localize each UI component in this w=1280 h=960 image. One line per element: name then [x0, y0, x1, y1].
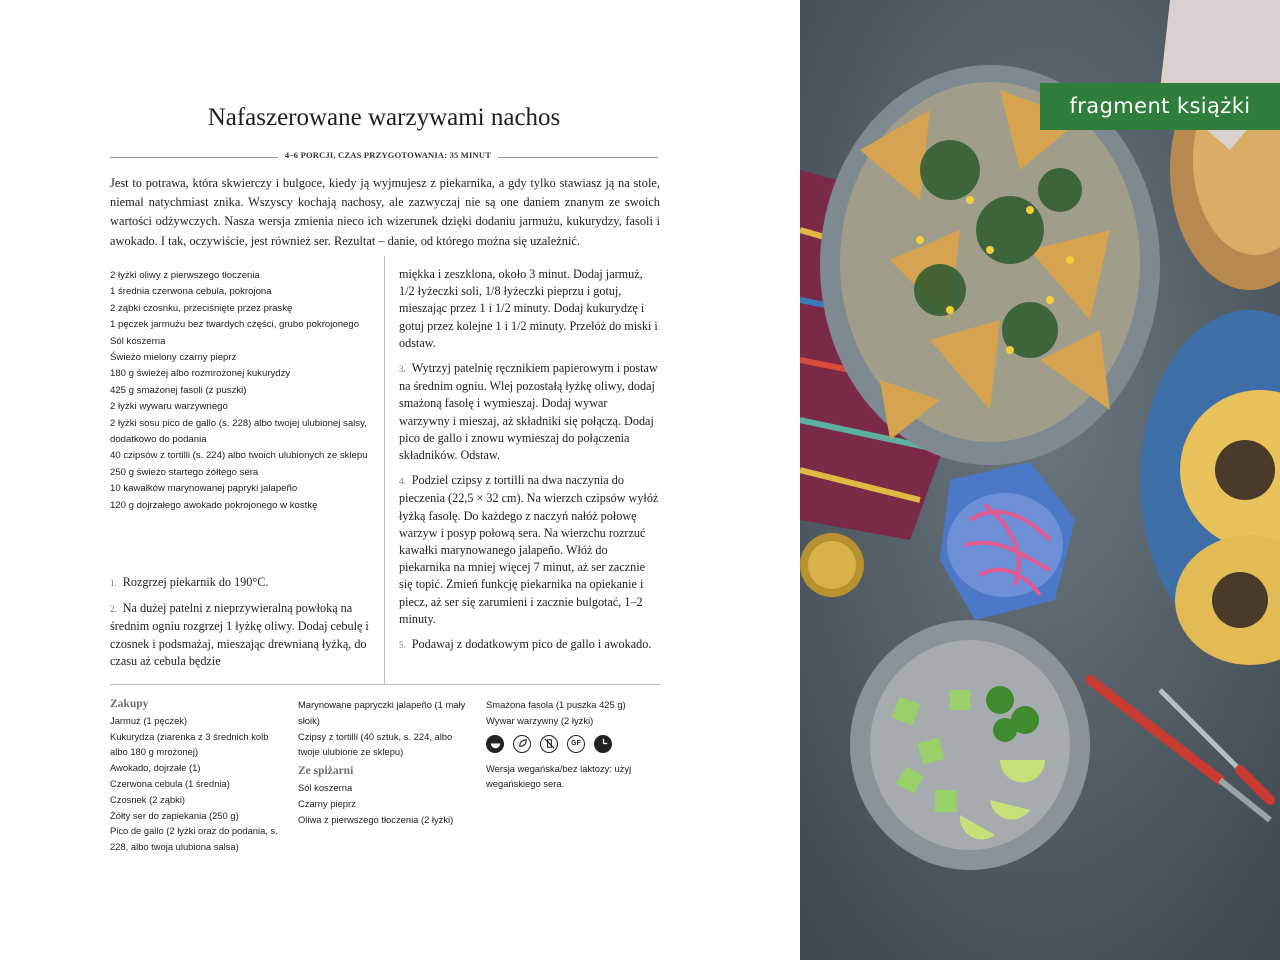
shopping-heading: Zakupy	[110, 698, 149, 710]
step-text: Podawaj z dodatkowym pico de gallo i awokado.	[411, 637, 652, 652]
step-3	[399, 360, 659, 464]
servings-time: 4–6 PORCJI, CZAS PRZYGOTOWANIA: 35 MINUT	[284, 150, 492, 160]
book-excerpt-badge: fragment książki	[1040, 83, 1280, 130]
food-photo	[800, 0, 1280, 960]
section-divider	[110, 684, 660, 685]
step-1	[110, 574, 372, 592]
shopping-item: Smażona fasola (1 puszka 425 g)	[486, 699, 626, 710]
shopping-item: Marynowane papryczki jalapeño (1 mały słoik)	[298, 699, 466, 726]
ingredient-item: 1 pęczek jarmużu bez twardych części, grubo pokrojonego	[110, 319, 360, 331]
step-text: Podziel czipsy z tortilli na dwa naczynia do pieczenia (22,5 × 32 cm). Na wierzch czipsów wyłóż łyżką fasolę. Do każdego z naczyń nałóż połowę warzyw i posyp połową sera. Na wierzchu rozrzuć kawałki marynowanego jalapeño. Włóż do piekarnika na mniej więcej 7 minut, aż ser zacznie się topić. Zmień funkcję piekarnika na opiekanie i piecz, aż ser się zarumieni i zacznie bulgotać, 1–2 minuty.	[399, 473, 659, 626]
bowl-icon	[486, 735, 504, 753]
step-2-continued	[399, 266, 659, 352]
shopping-item: Żółty ser do zapiekania (250 g)	[110, 809, 239, 821]
step-4	[399, 472, 659, 628]
step-5	[399, 636, 659, 654]
steps-column-left	[110, 574, 372, 678]
shopping-column-1	[110, 697, 280, 855]
ingredient-item: 180 g świeżej albo rozmrożonej kukurydzy	[110, 368, 291, 380]
ingredient-item: 40 czipsów z tortilli (s. 224) albo twoich ulubionych ze sklepu	[110, 450, 368, 462]
recipe-intro: Jest to potrawa, która skwierczy i bulgoce, kiedy ją wyjmujesz z piekarnika, a gdy tylko stawiasz ją na stole, niemal natychmiast znika. Wszyscy kochają nachosy, ale zazwyczaj nie są one daniem znanym ze swoich wartości odżywczych. Nasza wersja zmienia nieco ich wizerunek dzięki dodaniu jarmużu, kukurydzy, fasoli i awokado. I tak, oczywiście, jest również ser. Rezultat – danie, od którego można się uzależnić.	[110, 176, 660, 248]
pantry-item: Czarny pieprz	[298, 797, 356, 809]
ingredient-item: Sól koszerna	[110, 335, 166, 347]
pantry-item: Sól koszerna	[298, 781, 353, 793]
step-number: 1.	[110, 578, 117, 588]
diet-icons	[486, 735, 656, 753]
shopping-item: Czipsy z tortilli (40 sztuk, s. 224, albo twoje ulubione ze sklepu)	[298, 730, 453, 758]
step-number: 2.	[110, 604, 117, 615]
recipe-title: Nafaszerowane warzywami nachos	[207, 104, 561, 131]
ingredient-item: 1 średnia czerwona cebula, pokrojona	[110, 286, 272, 298]
pantry-item: Oliwa z pierwszego tłoczenia (2 łyżki)	[298, 813, 454, 825]
step-2	[110, 600, 372, 670]
timer-icon	[594, 735, 612, 753]
meta-rule-right	[498, 157, 658, 158]
vegan-note: Wersja wegańska/bez laktozy: użyj wegańskiego sera.	[486, 762, 632, 790]
ingredients-list	[110, 268, 376, 514]
step-number: 5.	[399, 640, 406, 651]
step-number: 3.	[399, 364, 406, 375]
steps-column-right	[399, 266, 659, 662]
shopping-item: Kukurydza (ziarenka z 3 średnich kolb albo 180 g mrożonej)	[110, 730, 269, 758]
recipe-meta	[110, 150, 658, 164]
shopping-item: Wywar warzywny (2 łyżki)	[486, 714, 594, 726]
step-number: 4.	[399, 476, 406, 487]
ingredient-item: 10 kawałków marynowanej papryki jalapeño	[110, 483, 298, 495]
gluten-free-icon: GF	[567, 735, 585, 753]
step-text: Na dużej patelni z nieprzywieralną powłoką na średnim ogniu rozgrzej 1 łyżkę oliwy. Dodaj cebulę i czosnek i podsmażaj, mieszając drewnianą łyżką, do czasu aż cebula będzie	[110, 601, 369, 668]
shopping-item: Czerwona cebula (1 średnia)	[110, 777, 230, 789]
meta-rule-left	[110, 157, 278, 158]
no-dairy-icon	[540, 735, 558, 753]
shopping-item: Pico de gallo (2 łyżki oraz do podania, s. 228, albo twoja ulubiona salsa)	[110, 825, 278, 853]
nachos-photo-illustration	[800, 0, 1280, 960]
step-text: miękka i zeszklona, około 3 minut. Dodaj jarmuż, 1/2 łyżeczki soli, 1/8 łyżeczki pieprzu i gotuj, mieszając przez 1 i 1/2 minuty. Dodaj kukurydzę i gotuj przez kolejne 1 i 1/2 minuty. Przełóż do miski i odstaw.	[399, 267, 658, 350]
shopping-item: Awokado, dojrzałe (1)	[110, 762, 201, 774]
shopping-item: Czosnek (2 ząbki)	[110, 793, 186, 805]
ingredient-item: Świeżo mielony czarny pieprz	[110, 352, 237, 364]
pantry-heading: Ze spiżarni	[298, 765, 354, 778]
step-text: Rozgrzej piekarnik do 190°C.	[122, 575, 269, 589]
vegetarian-icon	[513, 735, 531, 753]
ingredient-item: 120 g dojrzałego awokado pokrojonego w kostkę	[110, 499, 318, 511]
ingredient-item: 250 g świeżo startego żółtego sera	[110, 466, 259, 478]
ingredient-item: 425 g smażonej fasoli (z puszki)	[110, 384, 247, 396]
step-text: Wytrzyj patelnię ręcznikiem papierowym i postaw na średnim ogniu. Wlej pozostałą łyżkę oliwy, dodaj smażoną fasolę i wymieszaj. Dodaj wywar warzywny i mieszaj, aż składniki się połączą. Dodaj pico de gallo i znowu wymieszaj do połączenia składników. Odstaw.	[399, 361, 658, 463]
ingredient-item: 2 łyżki sosu pico de gallo (s. 228) albo twojej ulubionej salsy, dodatkowo do podania	[110, 417, 367, 446]
shopping-item: Jarmuż (1 pęczek)	[110, 714, 188, 726]
ingredient-item: 2 ząbki czosnku, przeciśnięte przez praskę	[110, 302, 293, 314]
column-divider	[384, 256, 385, 684]
shopping-column-3	[486, 697, 656, 792]
shopping-column-2	[298, 697, 473, 827]
ingredient-item: 2 łyżki wywaru warzywnego	[110, 401, 228, 413]
ingredient-item: 2 łyżki oliwy z pierwszego tłoczenia	[110, 270, 260, 281]
